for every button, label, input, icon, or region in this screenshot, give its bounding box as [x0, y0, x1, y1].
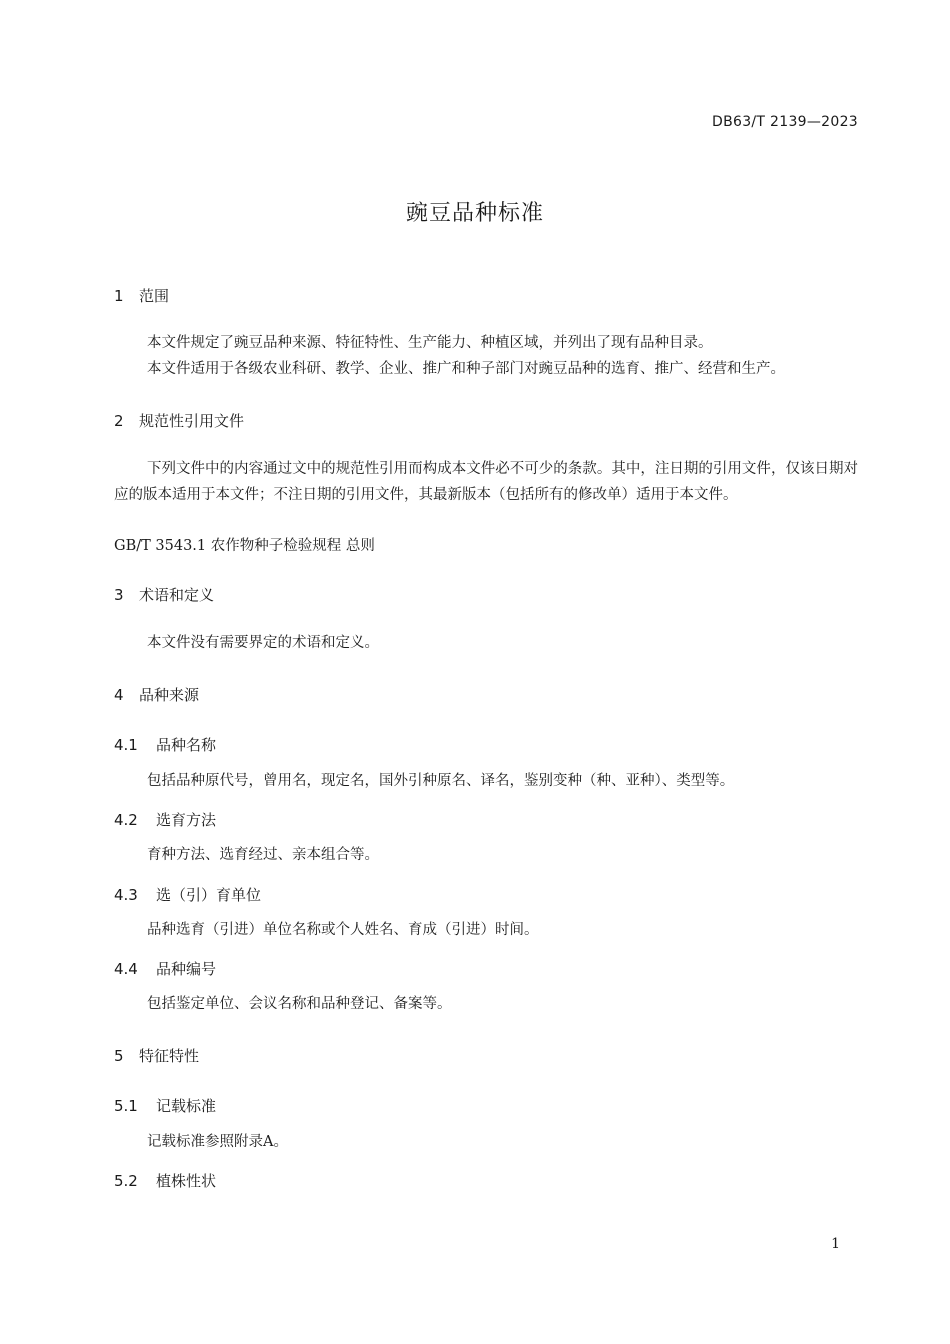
subsection-title: 记载标准 [156, 1097, 217, 1115]
subsection-title: 品种编号 [156, 960, 217, 978]
subsection-title: 选育方法 [156, 811, 217, 829]
subsection-4-4-heading [114, 958, 216, 979]
section-title: 特征特性 [139, 1047, 200, 1065]
section-number: 3 [114, 586, 124, 604]
section-number: 1 [114, 287, 124, 305]
subsection-title: 选（引）育单位 [156, 886, 262, 904]
subsection-5-1-text: 记载标准参照附录A。 [147, 1134, 288, 1150]
subsection-number: 4.2 [114, 811, 138, 829]
reference-item: GB/T 3543.1 农作物种子检验规程 总则 [114, 538, 375, 554]
scope-paragraph-2: 本文件适用于各级农业科研、教学、企业、推广和种子部门对豌豆品种的选育、推广、经营和生产。 [147, 361, 785, 377]
page-number: 1 [831, 1236, 840, 1252]
section-3-heading [114, 584, 214, 605]
section-title: 规范性引用文件 [139, 412, 245, 430]
subsection-number: 4.3 [114, 886, 138, 904]
section-1-heading [114, 285, 169, 306]
section-number: 2 [114, 412, 124, 430]
section-title: 品种来源 [139, 686, 200, 704]
subsection-4-2-heading [114, 809, 216, 830]
section-number: 5 [114, 1047, 124, 1065]
section-5-heading [114, 1045, 199, 1066]
subsection-4-4-text: 包括鉴定单位、会议名称和品种登记、备案等。 [147, 996, 452, 1012]
subsection-title: 品种名称 [156, 736, 217, 754]
section-2-heading [114, 410, 244, 431]
subsection-number: 4.1 [114, 736, 138, 754]
section-title: 术语和定义 [139, 586, 215, 604]
subsection-4-1-text: 包括品种原代号，曾用名，现定名，国外引种原名、译名，鉴别变种（种、亚种）、类型等。 [147, 773, 735, 789]
section-4-heading [114, 684, 199, 705]
subsection-5-1-heading [114, 1095, 216, 1116]
standard-number: DB63/T 2139—2023 [712, 114, 858, 130]
subsection-number: 5.1 [114, 1097, 138, 1115]
scope-paragraph-1: 本文件规定了豌豆品种来源、特征特性、生产能力、种植区域，并列出了现有品种目录。 [147, 335, 713, 351]
document-title: 豌豆品种标准 [405, 201, 544, 226]
subsection-number: 4.4 [114, 960, 138, 978]
section-number: 4 [114, 686, 124, 704]
subsection-4-3-text: 品种选育（引进）单位名称或个人姓名、育成（引进）时间。 [147, 922, 539, 938]
subsection-title: 植株性状 [156, 1172, 217, 1190]
section-title: 范围 [139, 287, 170, 305]
subsection-number: 5.2 [114, 1172, 138, 1190]
subsection-4-1-heading [114, 734, 216, 755]
subsection-4-2-text: 育种方法、选育经过、亲本组合等。 [147, 847, 379, 863]
terms-paragraph: 本文件没有需要界定的术语和定义。 [147, 635, 379, 651]
subsection-5-2-heading [114, 1170, 216, 1191]
normative-references-paragraph: 下列文件中的内容通过文中的规范性引用而构成本文件必不可少的条款。其中，注日期的引用文件，仅该日期对应的版本适用于本文件；不注日期的引用文件，其最新版本（包括所有的修改单）适用于本文件。 [114, 461, 858, 503]
subsection-4-3-heading [114, 884, 261, 905]
